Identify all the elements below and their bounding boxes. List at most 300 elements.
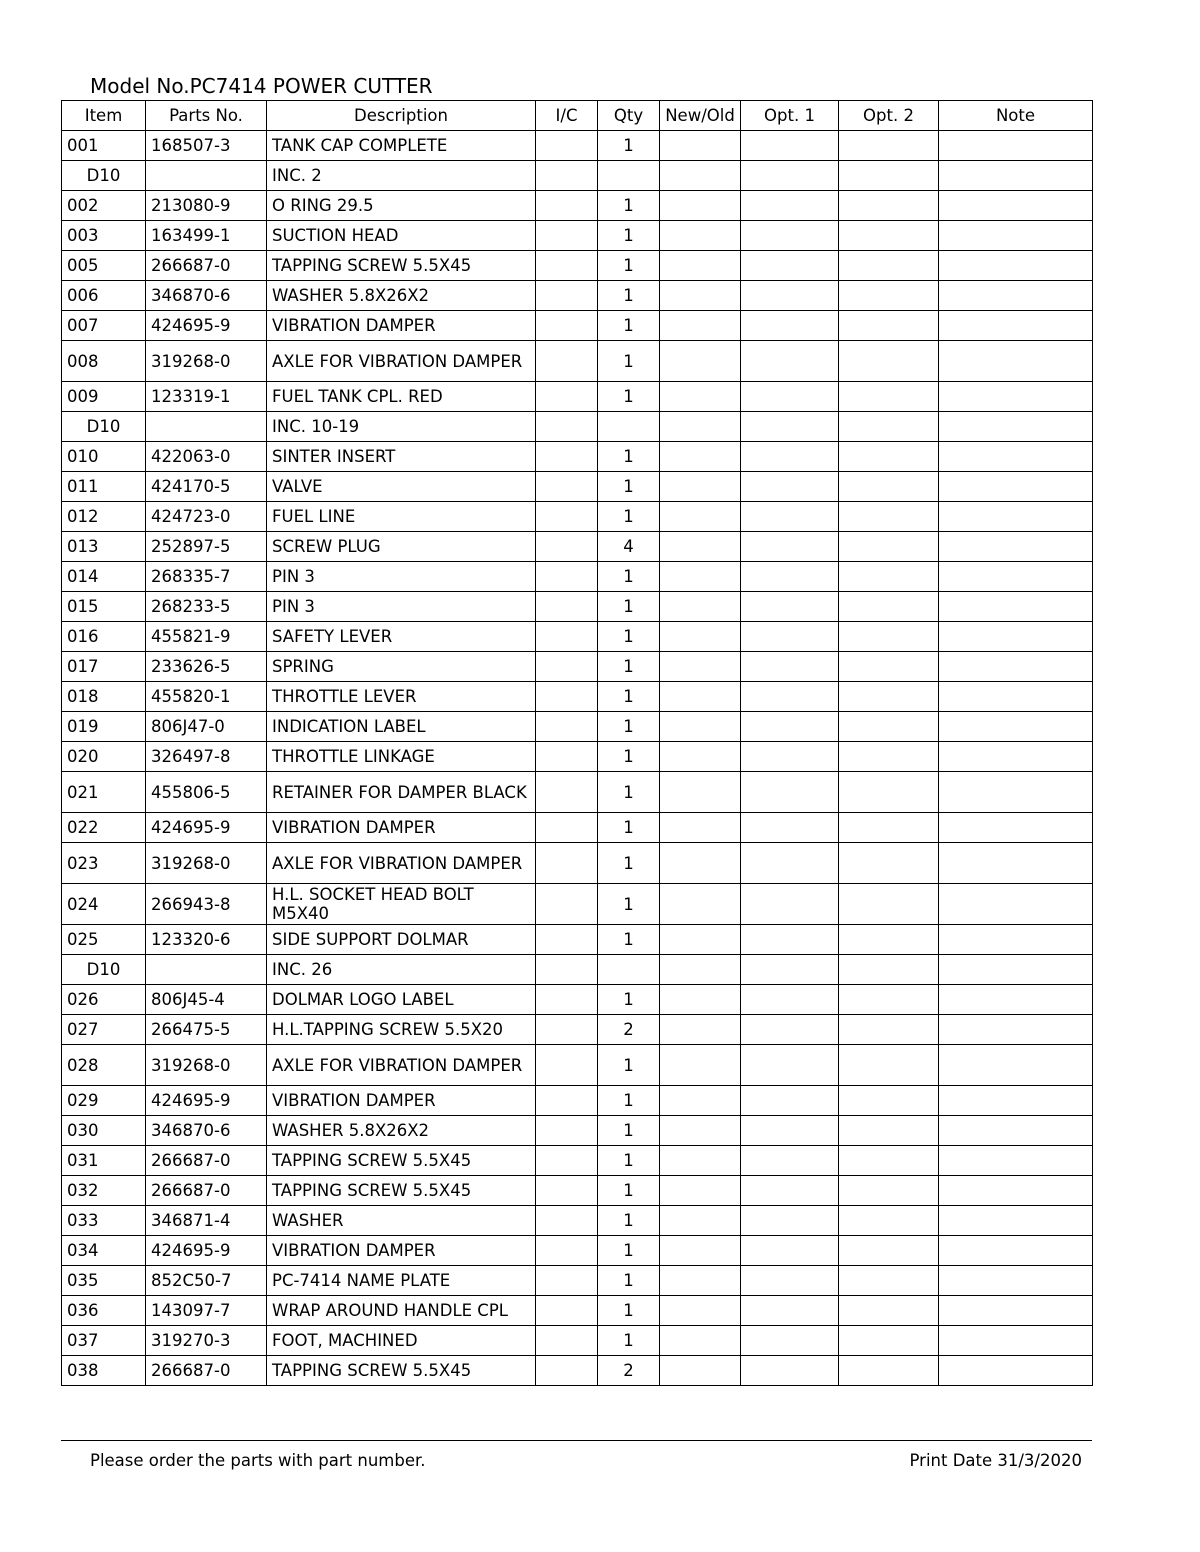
table-row: [62, 382, 1093, 412]
cell-note: [939, 1236, 1093, 1266]
cell-note: [939, 382, 1093, 412]
cell-note: [939, 1296, 1093, 1326]
cell-new-old: [660, 682, 741, 712]
cell-note: [939, 442, 1093, 472]
table-row: [62, 712, 1093, 742]
parts-table: [61, 100, 1093, 1386]
cell-ic: [536, 161, 598, 191]
cell-opt2: [839, 985, 939, 1015]
cell-opt1: [741, 221, 839, 251]
cell-qty: 1: [598, 985, 660, 1015]
cell-description: DOLMAR LOGO LABEL: [267, 985, 536, 1015]
cell-parts-no: 268335-7: [146, 562, 267, 592]
cell-note: [939, 592, 1093, 622]
cell-item: 024: [62, 884, 146, 925]
cell-note: [939, 682, 1093, 712]
cell-ic: [536, 592, 598, 622]
cell-opt1: [741, 1045, 839, 1086]
table-row: [62, 131, 1093, 161]
cell-opt2: [839, 442, 939, 472]
cell-ic: [536, 442, 598, 472]
cell-new-old: [660, 341, 741, 382]
cell-new-old: [660, 955, 741, 985]
cell-new-old: [660, 592, 741, 622]
table-row: [62, 1236, 1093, 1266]
cell-opt1: [741, 502, 839, 532]
cell-description: H.L. SOCKET HEAD BOLT M5X40: [267, 884, 536, 925]
cell-item: 023: [62, 843, 146, 884]
cell-qty: 1: [598, 742, 660, 772]
cell-parts-no: 319270-3: [146, 1326, 267, 1356]
table-row: [62, 251, 1093, 281]
cell-item: 033: [62, 1206, 146, 1236]
cell-description: SIDE SUPPORT DOLMAR: [267, 925, 536, 955]
cell-opt2: [839, 1236, 939, 1266]
cell-note: [939, 532, 1093, 562]
column-header-parts-no: Parts No.: [146, 101, 267, 131]
cell-opt2: [839, 1326, 939, 1356]
cell-opt1: [741, 1086, 839, 1116]
cell-opt2: [839, 131, 939, 161]
cell-item: 026: [62, 985, 146, 1015]
cell-item: 006: [62, 281, 146, 311]
cell-qty: 1: [598, 251, 660, 281]
cell-new-old: [660, 1236, 741, 1266]
cell-qty: 1: [598, 1266, 660, 1296]
cell-opt2: [839, 843, 939, 884]
cell-opt2: [839, 1176, 939, 1206]
cell-note: [939, 955, 1093, 985]
cell-new-old: [660, 1146, 741, 1176]
cell-qty: 1: [598, 1206, 660, 1236]
table-row: [62, 592, 1093, 622]
cell-new-old: [660, 562, 741, 592]
cell-ic: [536, 341, 598, 382]
cell-new-old: [660, 131, 741, 161]
cell-qty: [598, 161, 660, 191]
cell-opt1: [741, 442, 839, 472]
cell-qty: 1: [598, 1326, 660, 1356]
cell-opt2: [839, 592, 939, 622]
cell-new-old: [660, 985, 741, 1015]
cell-note: [939, 1116, 1093, 1146]
cell-item: 037: [62, 1326, 146, 1356]
cell-description: TAPPING SCREW 5.5X45: [267, 251, 536, 281]
cell-qty: 1: [598, 1176, 660, 1206]
cell-ic: [536, 131, 598, 161]
cell-qty: 1: [598, 1296, 660, 1326]
cell-qty: 1: [598, 843, 660, 884]
cell-opt2: [839, 161, 939, 191]
cell-opt2: [839, 251, 939, 281]
cell-new-old: [660, 1206, 741, 1236]
cell-description: VIBRATION DAMPER: [267, 1236, 536, 1266]
cell-qty: 1: [598, 1045, 660, 1086]
cell-ic: [536, 1116, 598, 1146]
cell-note: [939, 281, 1093, 311]
cell-opt1: [741, 712, 839, 742]
table-row: [62, 1356, 1093, 1386]
cell-qty: 1: [598, 472, 660, 502]
cell-new-old: [660, 221, 741, 251]
cell-new-old: [660, 281, 741, 311]
column-header-item: Item: [62, 101, 146, 131]
cell-item: 025: [62, 925, 146, 955]
cell-opt2: [839, 311, 939, 341]
cell-opt2: [839, 382, 939, 412]
cell-parts-no: 168507-3: [146, 131, 267, 161]
cell-item: 035: [62, 1266, 146, 1296]
cell-ic: [536, 412, 598, 442]
cell-new-old: [660, 1326, 741, 1356]
cell-note: [939, 652, 1093, 682]
cell-note: [939, 712, 1093, 742]
cell-opt1: [741, 1176, 839, 1206]
cell-parts-no: 346870-6: [146, 281, 267, 311]
cell-new-old: [660, 813, 741, 843]
cell-note: [939, 1176, 1093, 1206]
cell-qty: 4: [598, 532, 660, 562]
cell-qty: 1: [598, 622, 660, 652]
cell-opt2: [839, 562, 939, 592]
cell-parts-no: 233626-5: [146, 652, 267, 682]
cell-description: TAPPING SCREW 5.5X45: [267, 1356, 536, 1386]
cell-opt1: [741, 341, 839, 382]
table-row: [62, 985, 1093, 1015]
table-row: [62, 682, 1093, 712]
cell-item: 016: [62, 622, 146, 652]
cell-description: VIBRATION DAMPER: [267, 813, 536, 843]
table-row: [62, 1015, 1093, 1045]
cell-ic: [536, 925, 598, 955]
cell-opt1: [741, 131, 839, 161]
cell-parts-no: 266687-0: [146, 1176, 267, 1206]
footer-divider: [61, 1440, 1092, 1441]
table-row: [62, 622, 1093, 652]
cell-qty: 1: [598, 1236, 660, 1266]
table-row: [62, 925, 1093, 955]
cell-item: 017: [62, 652, 146, 682]
cell-ic: [536, 813, 598, 843]
cell-note: [939, 622, 1093, 652]
cell-opt1: [741, 251, 839, 281]
table-row: [62, 442, 1093, 472]
cell-item: 003: [62, 221, 146, 251]
cell-parts-no: 346871-4: [146, 1206, 267, 1236]
cell-parts-no: 266475-5: [146, 1015, 267, 1045]
cell-opt2: [839, 682, 939, 712]
cell-description: INDICATION LABEL: [267, 712, 536, 742]
cell-new-old: [660, 712, 741, 742]
cell-qty: 1: [598, 884, 660, 925]
table-header-row: [62, 101, 1093, 131]
cell-parts-no: 123320-6: [146, 925, 267, 955]
cell-new-old: [660, 191, 741, 221]
cell-note: [939, 472, 1093, 502]
cell-new-old: [660, 311, 741, 341]
cell-note: [939, 843, 1093, 884]
table-row: [62, 221, 1093, 251]
cell-opt2: [839, 502, 939, 532]
cell-item: 020: [62, 742, 146, 772]
cell-ic: [536, 1176, 598, 1206]
cell-qty: 1: [598, 592, 660, 622]
cell-opt1: [741, 1266, 839, 1296]
cell-new-old: [660, 251, 741, 281]
cell-item: 012: [62, 502, 146, 532]
cell-opt1: [741, 472, 839, 502]
cell-description: WASHER 5.8X26X2: [267, 281, 536, 311]
cell-parts-no: [146, 412, 267, 442]
cell-note: [939, 1266, 1093, 1296]
cell-description: FUEL TANK CPL. RED: [267, 382, 536, 412]
cell-note: [939, 925, 1093, 955]
cell-qty: 1: [598, 131, 660, 161]
cell-opt2: [839, 772, 939, 813]
cell-description: AXLE FOR VIBRATION DAMPER: [267, 341, 536, 382]
cell-description: THROTTLE LEVER: [267, 682, 536, 712]
cell-parts-no: 123319-1: [146, 382, 267, 412]
cell-parts-no: 424723-0: [146, 502, 267, 532]
cell-parts-no: 806J47-0: [146, 712, 267, 742]
cell-parts-no: 163499-1: [146, 221, 267, 251]
table-row: [62, 742, 1093, 772]
cell-qty: 1: [598, 502, 660, 532]
cell-description: FOOT, MACHINED: [267, 1326, 536, 1356]
cell-qty: 1: [598, 442, 660, 472]
cell-ic: [536, 1326, 598, 1356]
cell-parts-no: [146, 161, 267, 191]
footer-order-note: Please order the parts with part number.: [90, 1451, 426, 1470]
cell-note: [939, 884, 1093, 925]
cell-qty: 1: [598, 772, 660, 813]
cell-ic: [536, 382, 598, 412]
cell-description: PIN 3: [267, 592, 536, 622]
cell-description: INC. 26: [267, 955, 536, 985]
cell-item: 009: [62, 382, 146, 412]
cell-description: FUEL LINE: [267, 502, 536, 532]
cell-qty: 2: [598, 1356, 660, 1386]
table-row: [62, 1266, 1093, 1296]
cell-parts-no: 266687-0: [146, 1146, 267, 1176]
cell-new-old: [660, 382, 741, 412]
parts-table-body: [62, 131, 1093, 1386]
cell-description: VIBRATION DAMPER: [267, 311, 536, 341]
cell-item: 005: [62, 251, 146, 281]
table-row: [62, 652, 1093, 682]
table-row: [62, 532, 1093, 562]
cell-opt1: [741, 1015, 839, 1045]
cell-opt1: [741, 925, 839, 955]
cell-ic: [536, 742, 598, 772]
cell-description: WASHER: [267, 1206, 536, 1236]
cell-note: [939, 985, 1093, 1015]
cell-description: TAPPING SCREW 5.5X45: [267, 1146, 536, 1176]
cell-opt2: [839, 742, 939, 772]
cell-opt2: [839, 712, 939, 742]
cell-new-old: [660, 652, 741, 682]
cell-qty: 1: [598, 682, 660, 712]
cell-opt1: [741, 813, 839, 843]
column-header-description: Description: [267, 101, 536, 131]
cell-description: PC-7414 NAME PLATE: [267, 1266, 536, 1296]
cell-opt1: [741, 1356, 839, 1386]
cell-opt2: [839, 925, 939, 955]
table-row: [62, 1326, 1093, 1356]
cell-description: O RING 29.5: [267, 191, 536, 221]
cell-qty: 1: [598, 311, 660, 341]
cell-item: 010: [62, 442, 146, 472]
cell-parts-no: 455820-1: [146, 682, 267, 712]
cell-note: [939, 221, 1093, 251]
cell-note: [939, 813, 1093, 843]
cell-note: [939, 341, 1093, 382]
cell-description: VIBRATION DAMPER: [267, 1086, 536, 1116]
cell-new-old: [660, 412, 741, 442]
cell-item: 032: [62, 1176, 146, 1206]
cell-qty: 1: [598, 1116, 660, 1146]
cell-new-old: [660, 1296, 741, 1326]
cell-opt1: [741, 1326, 839, 1356]
table-row: [62, 311, 1093, 341]
cell-parts-no: 213080-9: [146, 191, 267, 221]
cell-opt2: [839, 884, 939, 925]
cell-opt1: [741, 652, 839, 682]
table-row: [62, 813, 1093, 843]
table-row: [62, 1296, 1093, 1326]
cell-opt2: [839, 191, 939, 221]
column-header-opt2: Opt. 2: [839, 101, 939, 131]
cell-ic: [536, 221, 598, 251]
page-title: Model No.PC7414 POWER CUTTER: [90, 74, 433, 98]
cell-opt1: [741, 191, 839, 221]
cell-qty: 1: [598, 221, 660, 251]
cell-new-old: [660, 884, 741, 925]
cell-description: THROTTLE LINKAGE: [267, 742, 536, 772]
cell-opt1: [741, 592, 839, 622]
cell-item: 002: [62, 191, 146, 221]
cell-description: WASHER 5.8X26X2: [267, 1116, 536, 1146]
cell-item: 038: [62, 1356, 146, 1386]
cell-opt1: [741, 1236, 839, 1266]
cell-note: [939, 1206, 1093, 1236]
cell-qty: 1: [598, 281, 660, 311]
cell-opt2: [839, 1086, 939, 1116]
cell-opt2: [839, 472, 939, 502]
cell-new-old: [660, 1176, 741, 1206]
cell-ic: [536, 532, 598, 562]
cell-item: 011: [62, 472, 146, 502]
cell-new-old: [660, 472, 741, 502]
cell-ic: [536, 502, 598, 532]
cell-item: 014: [62, 562, 146, 592]
table-row: [62, 412, 1093, 442]
column-header-opt1: Opt. 1: [741, 101, 839, 131]
cell-qty: 1: [598, 1086, 660, 1116]
table-row: [62, 281, 1093, 311]
cell-ic: [536, 1045, 598, 1086]
cell-opt2: [839, 1116, 939, 1146]
cell-description: SINTER INSERT: [267, 442, 536, 472]
cell-qty: 1: [598, 382, 660, 412]
cell-item: 034: [62, 1236, 146, 1266]
cell-item: 030: [62, 1116, 146, 1146]
cell-description: TANK CAP COMPLETE: [267, 131, 536, 161]
cell-note: [939, 742, 1093, 772]
cell-opt2: [839, 1206, 939, 1236]
cell-new-old: [660, 532, 741, 562]
cell-item: 021: [62, 772, 146, 813]
cell-opt2: [839, 813, 939, 843]
cell-note: [939, 1326, 1093, 1356]
cell-parts-no: 424695-9: [146, 1236, 267, 1266]
cell-description: INC. 2: [267, 161, 536, 191]
cell-opt2: [839, 1266, 939, 1296]
cell-opt2: [839, 1015, 939, 1045]
cell-note: [939, 562, 1093, 592]
cell-parts-no: 319268-0: [146, 341, 267, 382]
cell-new-old: [660, 1086, 741, 1116]
cell-opt2: [839, 1146, 939, 1176]
table-row: [62, 772, 1093, 813]
cell-item: 036: [62, 1296, 146, 1326]
cell-parts-no: 266687-0: [146, 1356, 267, 1386]
cell-new-old: [660, 1356, 741, 1386]
cell-qty: 1: [598, 1146, 660, 1176]
cell-note: [939, 1146, 1093, 1176]
cell-new-old: [660, 442, 741, 472]
cell-qty: 1: [598, 562, 660, 592]
cell-parts-no: 266943-8: [146, 884, 267, 925]
cell-parts-no: 424695-9: [146, 813, 267, 843]
table-row: [62, 1116, 1093, 1146]
cell-item: D10: [62, 161, 146, 191]
table-row: [62, 191, 1093, 221]
cell-opt1: [741, 955, 839, 985]
cell-ic: [536, 772, 598, 813]
cell-item: 019: [62, 712, 146, 742]
cell-item: D10: [62, 955, 146, 985]
cell-new-old: [660, 1266, 741, 1296]
cell-opt1: [741, 382, 839, 412]
cell-opt1: [741, 622, 839, 652]
cell-note: [939, 1086, 1093, 1116]
cell-qty: [598, 955, 660, 985]
table-row: [62, 884, 1093, 925]
cell-ic: [536, 1146, 598, 1176]
cell-new-old: [660, 1045, 741, 1086]
cell-parts-no: 806J45-4: [146, 985, 267, 1015]
cell-ic: [536, 281, 598, 311]
cell-note: [939, 1356, 1093, 1386]
cell-note: [939, 251, 1093, 281]
cell-parts-no: 252897-5: [146, 532, 267, 562]
cell-opt1: [741, 161, 839, 191]
table-row: [62, 341, 1093, 382]
cell-opt1: [741, 1206, 839, 1236]
cell-opt1: [741, 412, 839, 442]
table-row: [62, 161, 1093, 191]
cell-description: PIN 3: [267, 562, 536, 592]
cell-parts-no: 346870-6: [146, 1116, 267, 1146]
cell-note: [939, 161, 1093, 191]
cell-opt2: [839, 221, 939, 251]
column-header-note: Note: [939, 101, 1093, 131]
table-row: [62, 562, 1093, 592]
cell-note: [939, 412, 1093, 442]
cell-parts-no: 424170-5: [146, 472, 267, 502]
cell-ic: [536, 1015, 598, 1045]
